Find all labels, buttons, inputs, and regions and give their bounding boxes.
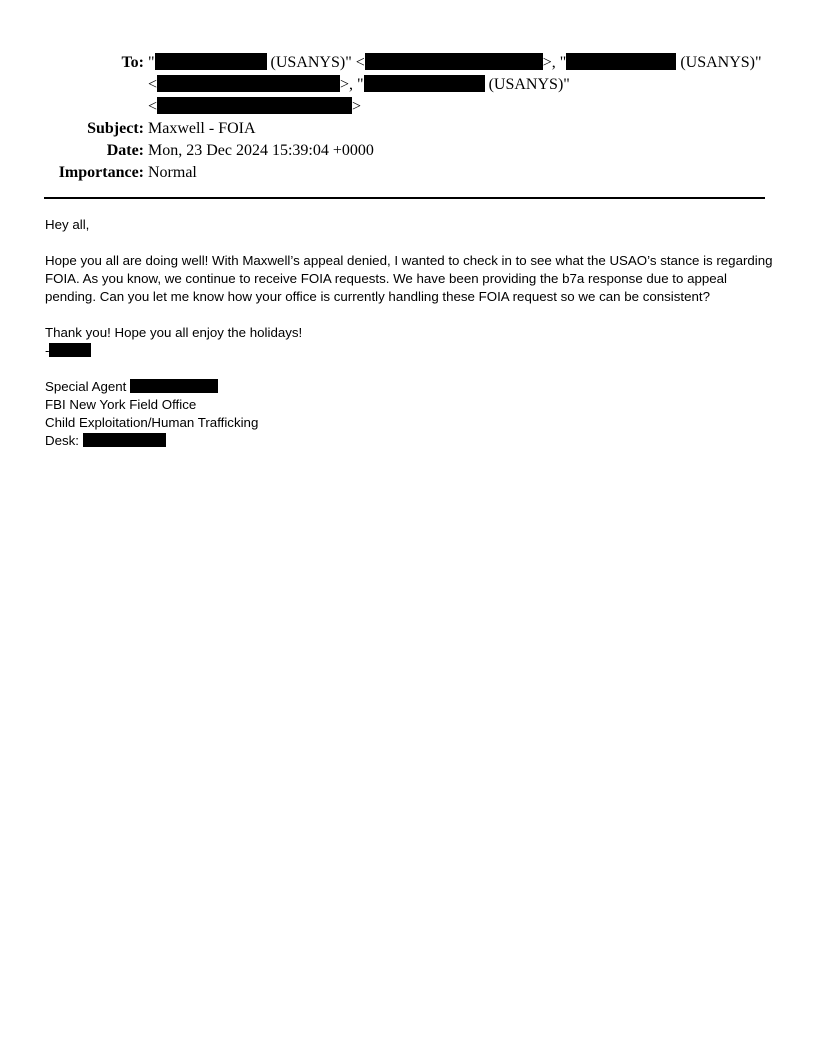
spacer bbox=[45, 360, 775, 378]
subject-row bbox=[0, 118, 816, 140]
to-quote: " bbox=[148, 54, 155, 71]
signature-unit: Child Exploitation/Human Trafficking bbox=[45, 415, 259, 430]
redaction bbox=[365, 53, 543, 70]
email-header bbox=[0, 52, 816, 184]
to-row-continued bbox=[0, 74, 816, 96]
signature-title-line bbox=[45, 378, 775, 396]
to-text: > bbox=[352, 98, 362, 115]
date-label: Date: bbox=[106, 142, 144, 159]
importance-row bbox=[0, 162, 816, 184]
to-text: (USANYS)" bbox=[488, 76, 570, 93]
importance-label: Importance: bbox=[58, 164, 144, 181]
header-divider bbox=[44, 197, 765, 199]
signature-desk-line bbox=[45, 432, 775, 450]
to-text: < bbox=[148, 98, 158, 115]
to-label: To: bbox=[121, 54, 144, 71]
redaction bbox=[155, 53, 267, 70]
redaction bbox=[157, 75, 340, 92]
importance-value: Normal bbox=[148, 164, 197, 181]
dash: - bbox=[45, 343, 50, 358]
date-row bbox=[0, 140, 816, 162]
signature-office: FBI New York Field Office bbox=[45, 397, 197, 412]
sender-initial-line bbox=[45, 342, 775, 360]
date-value: Mon, 23 Dec 2024 15:39:04 +0000 bbox=[148, 142, 374, 159]
redaction bbox=[83, 433, 166, 447]
subject-label: Subject: bbox=[87, 120, 144, 137]
closing: Thank you! Hope you all enjoy the holidays! bbox=[45, 325, 303, 340]
to-recipients-line-3 bbox=[148, 96, 361, 118]
to-text: >, " bbox=[340, 76, 364, 93]
to-recipients-line-2 bbox=[148, 74, 570, 96]
signature-title: Special Agent bbox=[45, 379, 127, 394]
greeting: Hey all, bbox=[45, 217, 90, 232]
to-text: < bbox=[148, 76, 158, 93]
subject-value: Maxwell - FOIA bbox=[148, 120, 256, 137]
redaction bbox=[566, 53, 676, 70]
to-recipients-line-1 bbox=[148, 52, 762, 74]
redaction bbox=[130, 379, 218, 393]
body-paragraph: Hope you all are doing well! With Maxwell’s appeal denied, I wanted to check in to see what the USAO’s stance is regarding FOIA. As you know, we continue to receive FOIA requests. We have been providing the b7a response due to appeal pending. Can you let me know how your office is currently handling these FOIA request so we can be consistent? bbox=[45, 253, 773, 304]
spacer bbox=[45, 234, 775, 252]
redaction bbox=[49, 343, 91, 357]
to-text: >, " bbox=[542, 54, 567, 71]
to-text: (USANYS)" bbox=[680, 54, 762, 71]
to-row-continued bbox=[0, 96, 816, 118]
to-text: (USANYS)" < bbox=[270, 54, 365, 71]
spacer bbox=[45, 306, 775, 324]
desk-label: Desk: bbox=[45, 433, 79, 448]
to-row bbox=[0, 52, 816, 74]
redaction bbox=[157, 97, 352, 114]
email-body bbox=[45, 216, 775, 450]
redaction bbox=[364, 75, 485, 92]
